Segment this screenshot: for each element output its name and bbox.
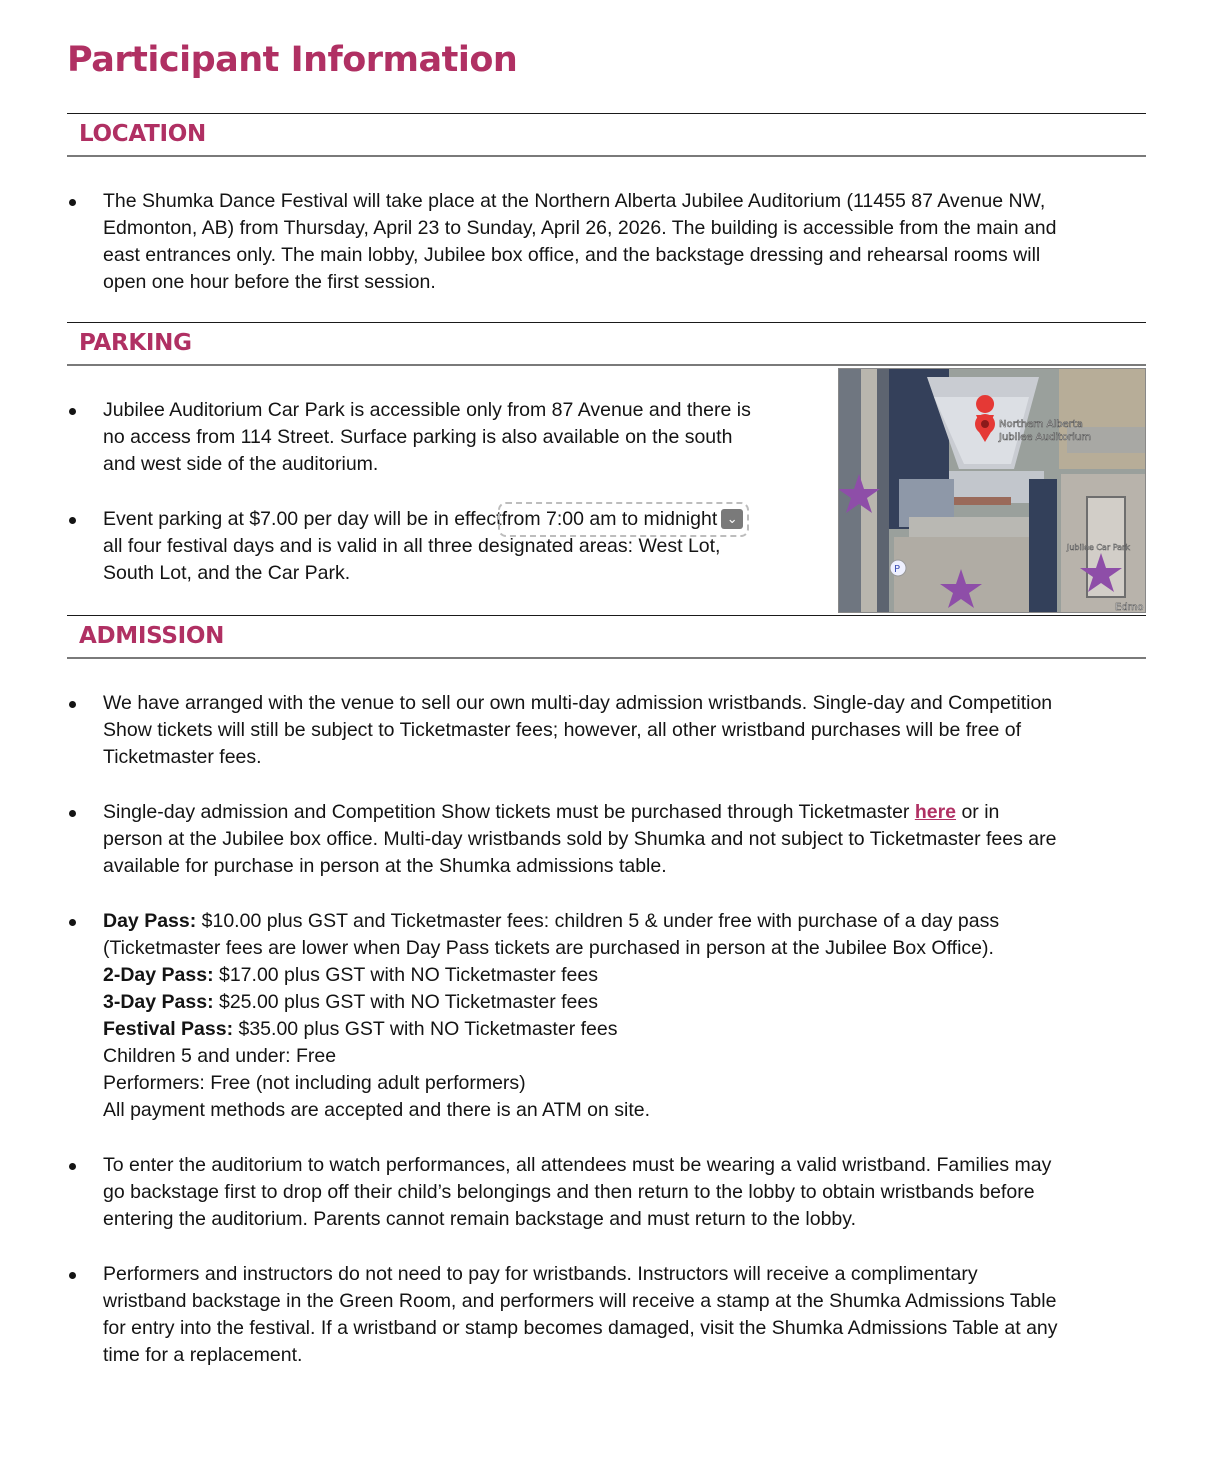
text-line: Jubilee Auditorium Car Park is accessible only from 87 Avenue and there is <box>103 399 751 421</box>
list-item <box>67 1152 1157 1233</box>
list-item <box>67 188 1146 296</box>
admission-list <box>67 690 1157 1397</box>
text-line: South Lot, and the Car Park. <box>103 562 351 584</box>
text-line: no access from 114 Street. Surface parking is also available on the south <box>103 426 733 448</box>
text-line <box>103 799 1157 826</box>
list-item <box>67 799 1157 880</box>
section-heading: PARKING <box>79 330 192 356</box>
pass-text: $17.00 plus GST with NO Ticketmaster fees <box>213 964 598 986</box>
section-header-location <box>67 113 1146 157</box>
text-span: or in <box>956 801 1000 823</box>
text-line: wristband backstage in the Green Room, and performers will receive a stamp at the Shumka Admissions Table <box>103 1290 1057 1312</box>
section-header-admission <box>67 615 1146 659</box>
list-item-passes <box>67 908 1157 1124</box>
text-span: Event parking at $7.00 per day will be in effect <box>103 508 502 530</box>
pass-label: 2-Day Pass: <box>103 964 214 986</box>
pass-line-2day <box>103 962 1157 989</box>
text-line: all four festival days and is valid in all three designated areas: West Lot, <box>103 535 721 557</box>
map-venue-label: Northern Alberta <box>999 419 1083 430</box>
page-title: Participant Information <box>67 40 518 80</box>
parking-list <box>67 397 827 615</box>
pass-line-note <box>103 935 1157 962</box>
text-line: person at the Jubilee box office. Multi-day wristbands sold by Shumka and not subject to Ticketmaster fees are <box>103 828 1057 850</box>
pass-text: (Ticketmaster fees are lower when Day Pass tickets are purchased in person at the Jubilee Box Office). <box>103 937 994 959</box>
pass-line-festival <box>103 1016 1157 1043</box>
pass-text: Children 5 and under: Free <box>103 1045 337 1067</box>
pass-label: Festival Pass: <box>103 1018 234 1040</box>
location-list <box>67 188 1146 324</box>
content-control-text[interactable]: from 7:00 am to midnight <box>501 508 718 530</box>
text-span: Single-day admission and Competition Show tickets must be purchased through Ticketmaster <box>103 801 915 823</box>
list-item <box>67 397 827 478</box>
text-line: Edmonton, AB) from Thursday, April 23 to Sunday, April 26, 2026. The building is accessible from the main and <box>103 217 1057 239</box>
content-control[interactable] <box>502 506 746 533</box>
section-heading: ADMISSION <box>79 623 225 649</box>
text-line: Ticketmaster fees. <box>103 746 262 768</box>
text-line: time for a replacement. <box>103 1344 303 1366</box>
pass-label: Day Pass: <box>103 910 197 932</box>
parking-map-image <box>838 368 1146 613</box>
list-item <box>67 506 827 587</box>
pass-line-3day <box>103 989 1157 1016</box>
text-line: open one hour before the first session. <box>103 271 436 293</box>
pass-text: $35.00 plus GST with NO Ticketmaster fees <box>233 1018 618 1040</box>
pass-label: 3-Day Pass: <box>103 991 214 1013</box>
text-line: and west side of the auditorium. <box>103 453 379 475</box>
pass-line-payment <box>103 1097 1157 1124</box>
section-header-parking <box>67 322 1146 366</box>
parking-marker-icon: P <box>894 564 901 575</box>
pass-line-day <box>103 908 1157 935</box>
text-line: go backstage first to drop off their child’s belongings and then return to the lobby to obtain wristbands before <box>103 1181 1035 1203</box>
text-line: Performers and instructors do not need to pay for wristbands. Instructors will receive a complimentary <box>103 1263 978 1285</box>
pass-text: $25.00 plus GST with NO Ticketmaster fees <box>213 991 598 1013</box>
map-carpark-label: Jubilee Car Park <box>1067 543 1130 552</box>
text-line: We have arranged with the venue to sell our own multi-day admission wristbands. Single-day and Competition <box>103 692 1053 714</box>
pass-text: $10.00 plus GST and Ticketmaster fees: children 5 & under free with purchase of a day pass <box>196 910 1000 932</box>
chevron-down-icon[interactable]: ⌄ <box>721 509 743 529</box>
map-venue-label-2: Jubilee Auditorium <box>999 432 1091 443</box>
pass-text: All payment methods are accepted and there is an ATM on site. <box>103 1099 651 1121</box>
text-line <box>103 506 827 533</box>
text-line: available for purchase in person at the Shumka admissions table. <box>103 855 667 877</box>
pass-line-children <box>103 1043 1157 1070</box>
text-line: To enter the auditorium to watch performances, all attendees must be wearing a valid wristband. Families may <box>103 1154 1052 1176</box>
text-line: Show tickets will still be subject to Ticketmaster fees; however, all other wristband purchases will be free of <box>103 719 1021 741</box>
ticketmaster-link[interactable]: here <box>914 801 957 823</box>
pass-text: Performers: Free (not including adult performers) <box>103 1072 526 1094</box>
pass-line-performers <box>103 1070 1157 1097</box>
text-line: The Shumka Dance Festival will take place at the Northern Alberta Jubilee Auditorium (11455 87 Avenue NW, <box>103 190 1046 212</box>
section-heading: LOCATION <box>79 121 206 147</box>
list-item <box>67 690 1157 771</box>
text-line: east entrances only. The main lobby, Jubilee box office, and the backstage dressing and rehearsal rooms will <box>103 244 1041 266</box>
map-corner-label: Edmo <box>1115 602 1144 613</box>
list-item <box>67 1261 1157 1369</box>
text-line: entering the auditorium. Parents cannot remain backstage and must return to the lobby. <box>103 1208 856 1230</box>
text-line: for entry into the festival. If a wristband or stamp becomes damaged, visit the Shumka Admissions Table at any <box>103 1317 1058 1339</box>
